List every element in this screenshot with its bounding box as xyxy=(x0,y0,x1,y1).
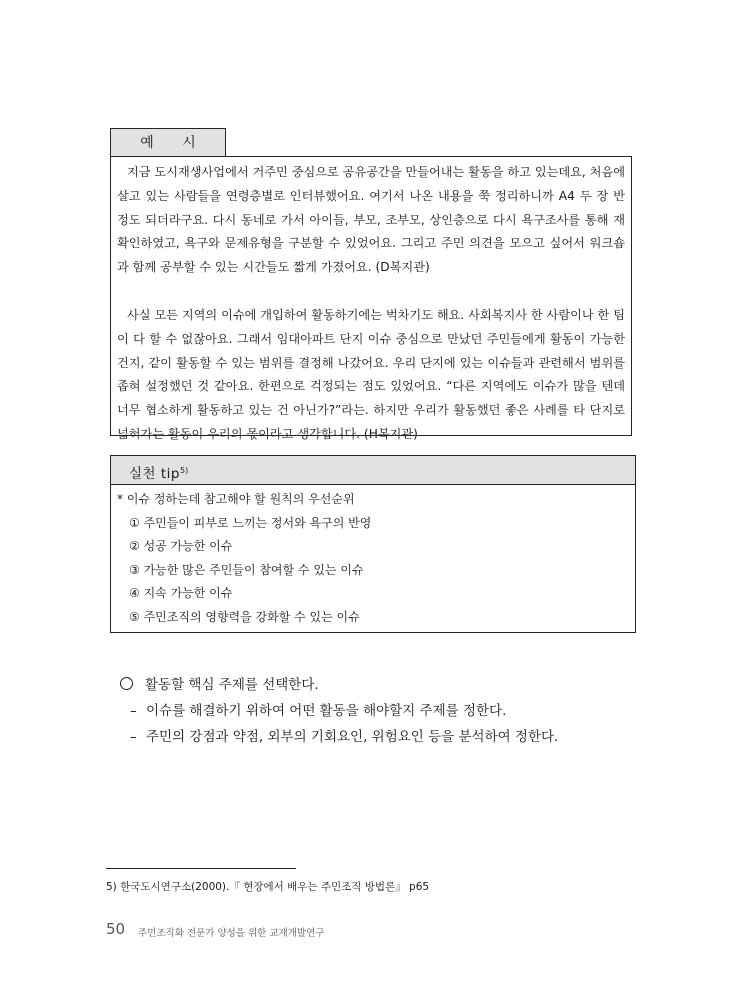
dash-icon: – xyxy=(130,729,137,745)
footnote: 5) 한국도시연구소(2000).『 현장에서 배우는 주민조직 방법론』 p65 xyxy=(106,881,430,893)
section-bullet-text: 이슈를 해결하기 위하여 어떤 활동을 해야할지 주제를 정한다. xyxy=(146,703,507,719)
tip-item: ④ 지속 가능한 이슈 xyxy=(129,586,233,601)
example-label: 예 시 xyxy=(110,128,226,156)
practice-tip-title: 실천 tip xyxy=(129,466,180,482)
footnote-divider xyxy=(106,868,296,869)
running-title: 주민조직화 전문가 양성을 위한 교재개발연구 xyxy=(138,928,325,939)
example-paragraph-1: 지금 도시재생사업에서 거주민 중심으로 공유공간을 만들어내는 활동을 하고 있는데요, 처음에 살고 있는 사람들을 연령층별로 인터뷰했어요. 여기서 나온 내용을 쭉 정리하니까 A4 두 장 반 정도 되더라구요. 다시 동네로 가서 아이들, 부모, 조부모, 상인층으로 다시 욕구조사를 통해 재확인하였고, 욕구와 문제유형을 구분할 수 있었어요. 그리고 주민 의견을 모으고 싶어서 워크숍과 함께 공부할 수 있는 시간들도 짧게 가졌어요. (D복지관) xyxy=(117,165,625,275)
practice-tip-body xyxy=(111,485,635,630)
tip-item: ② 성공 가능한 이슈 xyxy=(129,539,233,554)
page-number: 50 xyxy=(106,920,126,938)
example-box xyxy=(110,156,632,441)
dash-icon: – xyxy=(130,703,137,719)
section-heading-text: 활동할 핵심 주제를 선택한다. xyxy=(145,677,319,693)
section xyxy=(120,672,680,750)
tip-intro: * 이슈 정하는데 참고해야 할 원칙의 우선순위 xyxy=(117,492,355,506)
practice-tip-header xyxy=(111,456,635,485)
section-heading xyxy=(120,672,680,698)
section-bullet xyxy=(120,724,680,750)
example-paragraph-2: 사실 모든 지역의 이슈에 개입하여 활동하기에는 벅차기도 해요. 사회복지사 한 사람이나 한 팀이 다 할 수 없잖아요. 그래서 임대아파트 단지 이슈 중심으로 만났던 주민들에게 활동이 가능한 건지, 같이 활동할 수 있는 범위를 결정해 나갔어요. 우리 단지에 있는 이슈들과 관련해서 범위를 좁혀 설정했던 것 같아요. 한편으로 걱정되는 점도 있었어요. “다른 지역에도 이슈가 많을 텐데 너무 협소하게 활동하고 있는 건 아닌가?”라는. 하지만 우리가 활동했던 좋은 사례를 타 단지로 넓혀가는 활동이 우리의 몫이라고 생각합니다. (H복지관) xyxy=(117,307,625,441)
tip-item: ① 주민들이 피부로 느끼는 정서와 욕구의 반영 xyxy=(129,515,372,530)
footnote-reference: 5) xyxy=(180,466,189,475)
section-bullet xyxy=(120,698,680,724)
practice-tip-box xyxy=(110,455,636,633)
tip-item: ⑤ 주민조직의 영향력을 강화할 수 있는 이슈 xyxy=(129,609,360,624)
circle-bullet-icon xyxy=(120,677,133,690)
tip-item: ③ 가능한 많은 주민들이 참여할 수 있는 이슈 xyxy=(129,562,364,577)
section-bullet-text: 주민의 강점과 약점, 외부의 기회요인, 위험요인 등을 분석하여 정한다. xyxy=(146,729,559,745)
